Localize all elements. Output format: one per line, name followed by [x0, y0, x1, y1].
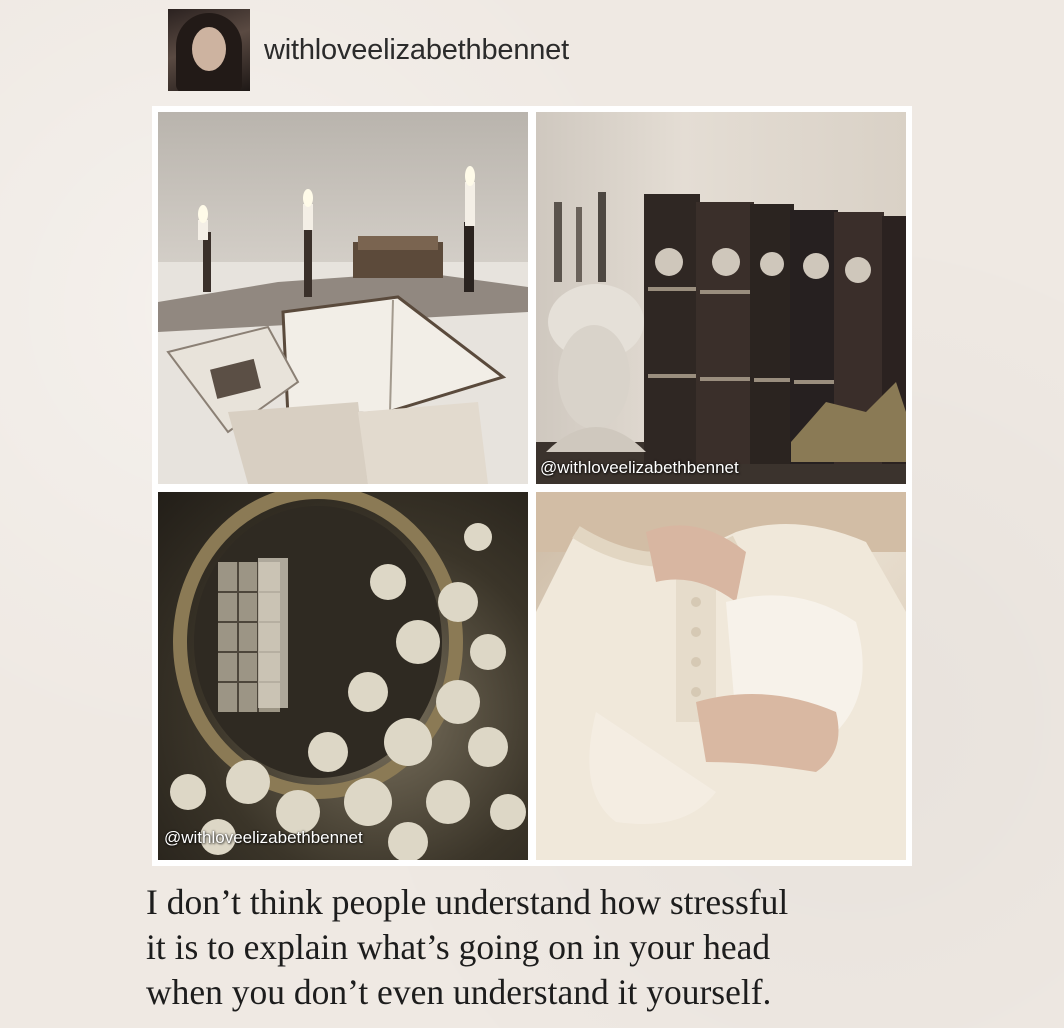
post-header — [168, 8, 569, 92]
collage-image-lace-dress[interactable] — [536, 492, 906, 860]
quote-line: when you don’t even understand it yourself. — [146, 972, 772, 1012]
collage-image-candles-books[interactable] — [158, 112, 528, 484]
candles-books-illustration — [158, 112, 528, 484]
mirror-flowers-illustration — [158, 492, 528, 860]
collage-image-mirror-flowers[interactable] — [158, 492, 528, 860]
avatar[interactable] — [168, 9, 250, 91]
username[interactable]: withloveelizabethbennet — [264, 33, 569, 66]
quote-line: I don’t think people understand how stressful — [146, 882, 789, 922]
photo-collage — [152, 106, 912, 866]
watermark-text: @withloveelizabethbennet — [164, 828, 363, 847]
quote-line: it is to explain what’s going on in your head — [146, 927, 771, 967]
avatar-face — [192, 27, 226, 71]
watermark-text: @withloveelizabethbennet — [540, 458, 739, 477]
bust-books-illustration — [536, 112, 906, 484]
lace-dress-illustration — [536, 492, 906, 860]
collage-image-bust-books[interactable] — [536, 112, 906, 484]
quote-text — [146, 880, 946, 1015]
